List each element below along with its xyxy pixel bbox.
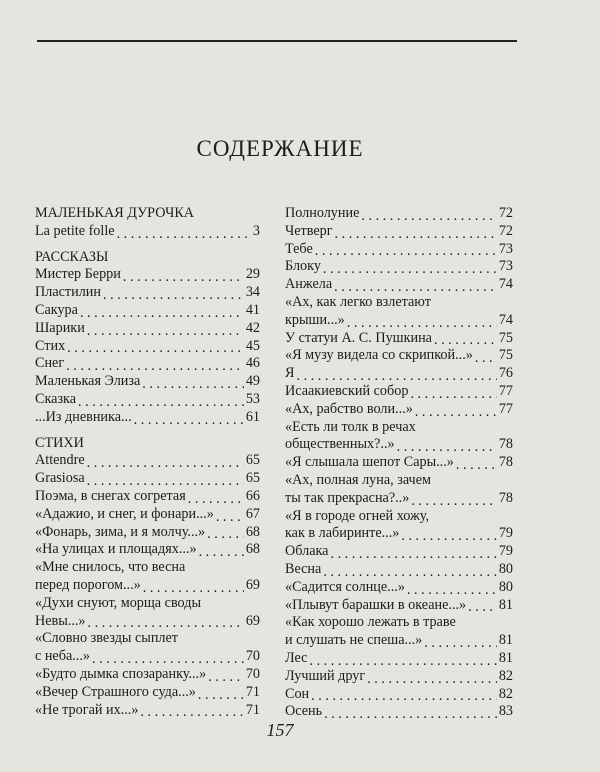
toc-leader-dots — [134, 413, 244, 427]
toc-entry[interactable] — [285, 579, 513, 597]
toc-entry[interactable] — [285, 241, 513, 259]
toc-entry-page: 3 — [252, 222, 260, 239]
toc-entry-title-line2: общественных?..» — [285, 436, 395, 453]
toc-entry-title-line1: «Словно звезды сыплет — [35, 630, 178, 647]
toc-leader-dots — [216, 510, 244, 524]
toc-entry-page: 76 — [498, 365, 513, 382]
toc-leader-dots — [330, 547, 496, 561]
toc-entry-page: 78 — [498, 454, 513, 471]
toc-entry[interactable] — [35, 524, 260, 542]
toc-section-heading: РАССКАЗЫ — [35, 248, 109, 265]
toc-entry-page: 74 — [498, 311, 513, 328]
toc-section-heading: МАЛЕНЬКАЯ ДУРОЧКА — [35, 205, 195, 221]
toc-left-column — [35, 205, 260, 719]
toc-entry-title-line1: «Ах, полная луна, зачем — [285, 471, 431, 488]
toc-entry-title: «Фонарь, зима, и я молчу...» — [35, 523, 206, 540]
toc-entry[interactable] — [285, 686, 513, 704]
toc-leader-dots — [87, 474, 244, 488]
toc-entry[interactable] — [285, 347, 513, 365]
toc-leader-dots — [123, 270, 244, 284]
toc-entry-title: Сакура — [35, 301, 78, 318]
toc-entry-title-line2: как в лабиринте...» — [285, 525, 400, 542]
toc-entry-title: Облака — [285, 543, 329, 560]
toc-leader-dots — [415, 405, 497, 419]
toc-leader-dots — [117, 227, 251, 241]
toc-entry-page: 75 — [498, 329, 513, 346]
toc-entry-title: «Я слышала шепот Сары...» — [285, 454, 454, 471]
toc-entry[interactable] — [285, 205, 513, 223]
toc-entry[interactable] — [35, 223, 260, 241]
toc-entry-page: 41 — [245, 301, 260, 318]
toc-entry[interactable] — [285, 276, 513, 294]
toc-leader-dots — [323, 565, 497, 579]
toc-entry-title: Поэма, в снегах согретая — [35, 487, 186, 504]
toc-leader-dots — [434, 333, 497, 347]
toc-entry-page: 46 — [245, 355, 260, 372]
toc-leader-dots — [143, 581, 244, 595]
toc-entry-title: Grasiosa — [35, 470, 85, 487]
toc-entry[interactable] — [285, 472, 513, 508]
toc-entry-page: 42 — [245, 319, 260, 336]
toc-leader-dots — [66, 359, 244, 373]
toc-entry[interactable] — [35, 452, 260, 470]
toc-entry[interactable] — [35, 595, 260, 631]
toc-entry-title-line2: ты так прекрасна?..» — [285, 489, 410, 506]
toc-entry-page: 72 — [498, 222, 513, 239]
toc-entry-title: Лес — [285, 649, 308, 666]
toc-entry-page: 81 — [498, 596, 513, 613]
toc-entry-title: La petite folle — [35, 222, 115, 239]
toc-leader-dots — [207, 527, 244, 541]
toc-entry[interactable] — [35, 541, 260, 559]
toc-entry-page: 65 — [245, 470, 260, 487]
toc-entry-page: 77 — [498, 400, 513, 417]
toc-leader-dots — [311, 689, 497, 703]
toc-entry-page: 81 — [498, 649, 513, 666]
toc-entry[interactable] — [35, 684, 260, 702]
toc-entry-title-line2: крыши...» — [285, 311, 345, 328]
page-title: СОДЕРЖАНИЕ — [196, 136, 364, 161]
toc-entry-title: Сон — [285, 685, 310, 702]
toc-entry-page: 72 — [498, 205, 513, 221]
toc-entry[interactable] — [285, 703, 513, 721]
toc-entry-page: 65 — [245, 452, 260, 469]
toc-entry-title-line1: «Ах, как легко взлетают — [285, 293, 431, 310]
toc-entry-title: Шарики — [35, 319, 85, 336]
toc-entry-title: У статуи А. С. Пушкина — [285, 329, 432, 346]
toc-entry-page: 83 — [498, 703, 513, 720]
toc-entry[interactable] — [35, 488, 260, 506]
toc-entry-page: 78 — [498, 436, 513, 453]
toc-leader-dots — [80, 306, 244, 320]
toc-entry[interactable] — [35, 338, 260, 356]
toc-leader-dots — [142, 377, 244, 391]
toc-leader-dots — [67, 341, 244, 355]
toc-leader-dots — [296, 369, 496, 383]
toc-leader-dots — [397, 440, 497, 454]
toc-leader-dots — [198, 688, 244, 702]
toc-leader-dots — [140, 705, 243, 719]
toc-leader-dots — [208, 670, 244, 684]
toc-leader-dots — [324, 707, 497, 721]
toc-entry-title-line1: «Есть ли толк в речах — [285, 418, 416, 435]
toc-entry-page: 66 — [245, 487, 260, 504]
toc-entry[interactable] — [285, 401, 513, 419]
toc-entry[interactable] — [285, 650, 513, 668]
toc-entry-page: 71 — [245, 701, 260, 718]
toc-entry-title-line2: с неба...» — [35, 648, 90, 665]
toc-entry-title-line2: перед порогом...» — [35, 576, 141, 593]
toc-entry-title-line1: «Мне снилось, что весна — [35, 559, 186, 576]
toc-entry-title: «Адажио, и снег, и фонари...» — [35, 505, 214, 522]
toc-entry[interactable] — [35, 470, 260, 488]
toc-entry-title: Attendre — [35, 452, 85, 469]
toc-entry[interactable] — [285, 258, 513, 276]
toc-entry[interactable] — [285, 543, 513, 561]
toc-leader-dots — [347, 316, 497, 330]
toc-leader-dots — [361, 209, 496, 223]
toc-leader-dots — [468, 600, 497, 614]
toc-leader-dots — [188, 492, 244, 506]
toc-entry-page: 73 — [498, 240, 513, 257]
toc-entry-page: 80 — [498, 578, 513, 595]
toc-entry-page: 61 — [245, 408, 260, 425]
toc-entry[interactable] — [35, 702, 260, 720]
toc-entry-title: Снег — [35, 355, 65, 372]
toc-entry-title: Блоку — [285, 258, 321, 275]
toc-entry[interactable] — [285, 419, 513, 455]
toc-entry-title-line1: «Как хорошо лежать в траве — [285, 614, 456, 631]
toc-entry[interactable] — [35, 355, 260, 373]
toc-entry-title: Маленькая Элиза — [35, 373, 141, 390]
toc-leader-dots — [199, 545, 244, 559]
toc-entry-page: 82 — [498, 685, 513, 702]
toc-leader-dots — [401, 529, 496, 543]
toc-entry[interactable] — [35, 559, 260, 595]
toc-entry[interactable] — [285, 508, 513, 544]
toc-entry[interactable] — [35, 284, 260, 302]
toc-entry-title: Пластилин — [35, 284, 101, 301]
toc-leader-dots — [411, 494, 496, 508]
toc-entry[interactable] — [35, 506, 260, 524]
toc-entry-page: 29 — [245, 266, 260, 283]
toc-entry-title: «Будто дымка спозаранку...» — [35, 665, 207, 682]
toc-entry[interactable] — [35, 409, 260, 427]
toc-entry-page: 81 — [498, 632, 513, 649]
toc-entry-page: 78 — [498, 489, 513, 506]
toc-entry[interactable] — [35, 373, 260, 391]
toc-entry-page: 69 — [245, 612, 260, 629]
toc-entry-page: 73 — [498, 258, 513, 275]
toc-entry-title: Четверг — [285, 222, 333, 239]
toc-section-heading: СТИХИ — [35, 434, 84, 451]
toc-entry-page: 71 — [245, 683, 260, 700]
toc-entry-title-line1: «Я в городе огней хожу, — [285, 507, 430, 524]
toc-entry-page: 70 — [245, 665, 260, 682]
toc-entry[interactable] — [35, 391, 260, 409]
toc-entry-title: «На улицах и площадях...» — [35, 541, 197, 558]
toc-entry[interactable] — [285, 668, 513, 686]
toc-leader-dots — [78, 395, 244, 409]
toc-entry-title-line2: и слушать не спеша...» — [285, 632, 423, 649]
toc-entry-page: 80 — [498, 560, 513, 577]
toc-entry-page: 82 — [498, 667, 513, 684]
toc-entry-page: 53 — [245, 390, 260, 407]
toc-entry[interactable] — [35, 666, 260, 684]
toc-entry-title: Мистер Берри — [35, 266, 121, 283]
toc-leader-dots — [315, 244, 497, 258]
toc-leader-dots — [87, 456, 244, 470]
toc-entry-page: 69 — [245, 576, 260, 593]
toc-entry[interactable] — [35, 302, 260, 320]
toc-entry-title: «Не трогай их...» — [35, 701, 139, 718]
toc-leader-dots — [335, 227, 497, 241]
toc-entry-title: Сказка — [35, 390, 77, 407]
toc-entry-title-line2: Невы...» — [35, 612, 86, 629]
toc-entry-title: «Ах, рабство воли...» — [285, 400, 413, 417]
toc-entry-title: «Я музу видела со скрипкой...» — [285, 347, 473, 364]
toc-entry-page: 79 — [498, 543, 513, 560]
toc-entry-title: «Вечер Страшного суда...» — [35, 683, 196, 700]
toc-leader-dots — [475, 351, 497, 365]
toc-leader-dots — [323, 262, 497, 276]
toc-entry-page: 75 — [498, 347, 513, 364]
toc-entry-title: Весна — [285, 560, 322, 577]
toc-entry-title: «Садится солнце...» — [285, 578, 405, 595]
toc-entry-title: Анжела — [285, 276, 333, 293]
toc-leader-dots — [456, 458, 497, 472]
header-rule — [37, 40, 517, 42]
toc-entry-page: 67 — [245, 505, 260, 522]
toc-entry-page: 68 — [245, 541, 260, 558]
toc-leader-dots — [367, 672, 497, 686]
toc-entry-page: 70 — [245, 648, 260, 665]
toc-entry-page: 77 — [498, 382, 513, 399]
toc-entry[interactable] — [35, 320, 260, 338]
toc-entry-title: Осень — [285, 703, 323, 720]
toc-entry-title: ...Из дневника... — [35, 408, 132, 425]
toc-entry[interactable] — [285, 454, 513, 472]
toc-entry[interactable] — [285, 365, 513, 383]
toc-entry[interactable] — [35, 266, 260, 284]
toc-entry-page: 34 — [245, 284, 260, 301]
toc-leader-dots — [334, 280, 497, 294]
toc-entry[interactable] — [35, 630, 260, 666]
toc-entry-page: 45 — [245, 337, 260, 354]
toc-entry[interactable] — [285, 330, 513, 348]
toc-entry-title-line1: «Духи снуют, морща своды — [35, 594, 201, 611]
toc-entry[interactable] — [285, 614, 513, 650]
toc-entry-page: 68 — [245, 523, 260, 540]
toc-leader-dots — [87, 324, 244, 338]
toc-entry-title: Исаакиевский собор — [285, 382, 409, 399]
toc-leader-dots — [424, 636, 497, 650]
toc-entry[interactable] — [285, 223, 513, 241]
toc-entry-title: «Плывут барашки в океане...» — [285, 596, 467, 613]
toc-entry-page: 79 — [498, 525, 513, 542]
toc-entry-page: 74 — [498, 276, 513, 293]
toc-leader-dots — [410, 387, 496, 401]
toc-leader-dots — [92, 652, 244, 666]
toc-entry-title: Я — [285, 365, 295, 382]
toc-entry[interactable] — [285, 561, 513, 579]
toc-entry-title: Полнолуние — [285, 205, 360, 221]
toc-leader-dots — [407, 583, 497, 597]
toc-entry-page: 49 — [245, 373, 260, 390]
toc-entry-title: Стих — [35, 337, 66, 354]
toc-entry-title: Тебе — [285, 240, 313, 257]
page-number: 157 — [266, 720, 294, 740]
toc-entry-title: Лучший друг — [285, 667, 366, 684]
toc-right-column — [285, 205, 513, 721]
toc-leader-dots — [88, 616, 244, 630]
toc-entry[interactable] — [285, 597, 513, 615]
toc-entry[interactable] — [285, 294, 513, 330]
toc-leader-dots — [309, 654, 496, 668]
toc-entry[interactable] — [285, 383, 513, 401]
toc-leader-dots — [103, 288, 244, 302]
